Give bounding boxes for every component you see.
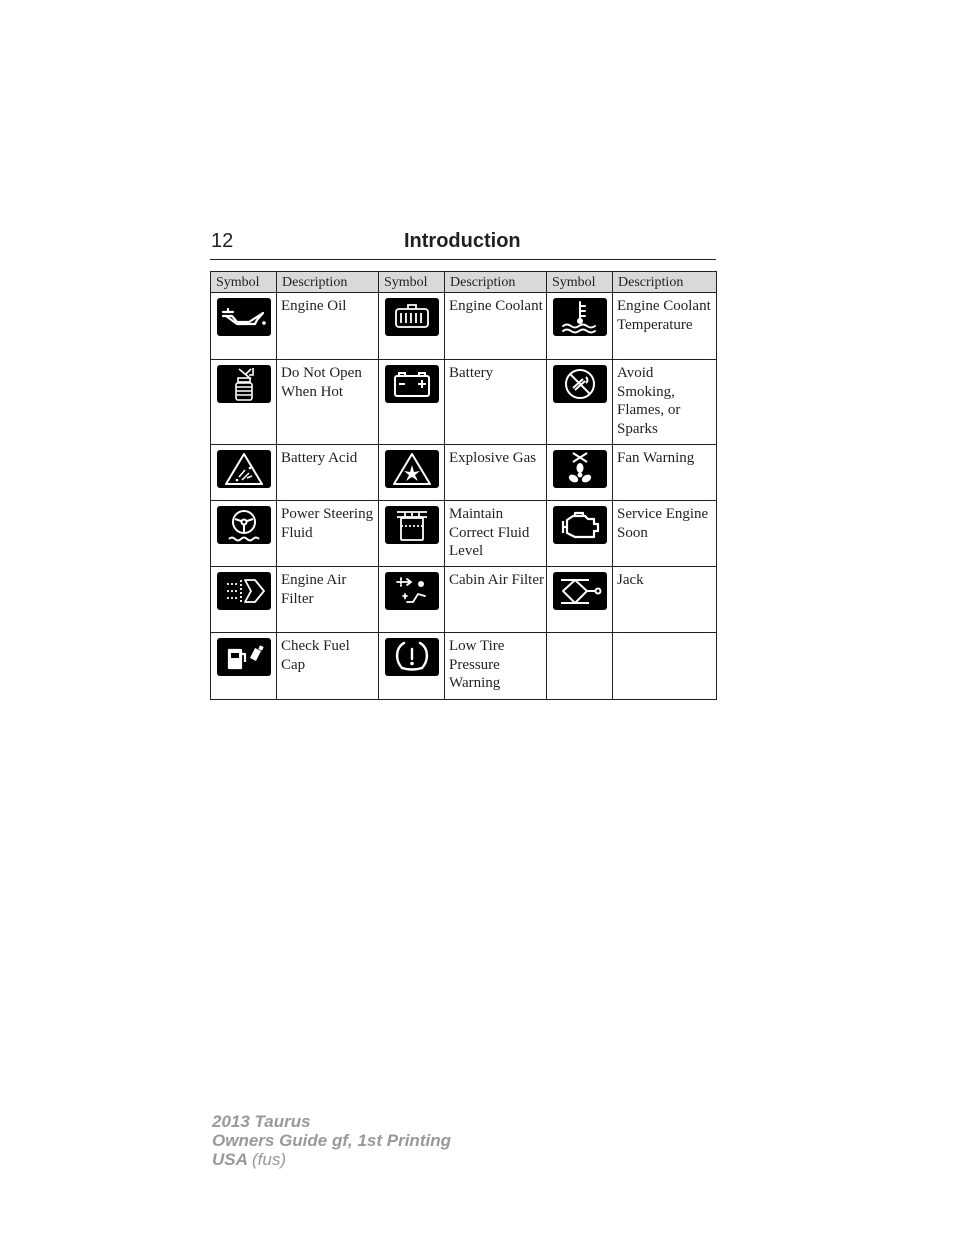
table-header-row	[211, 272, 717, 293]
table-row	[211, 633, 717, 700]
low-tire-pressure-icon	[385, 638, 439, 676]
power-steering-fluid-icon	[217, 506, 271, 544]
page-title: Introduction	[404, 230, 521, 252]
engine-air-filter-icon	[217, 572, 271, 610]
battery-acid-icon	[217, 450, 271, 488]
description-cell: Jack	[613, 567, 717, 633]
description-cell: Maintain Correct Fluid Level	[445, 501, 547, 567]
no-smoking-flames-icon	[553, 365, 607, 403]
battery-icon	[385, 365, 439, 403]
header-rule	[210, 259, 716, 260]
description-cell: Engine Coolant	[445, 293, 547, 360]
footer-region: USA	[212, 1150, 248, 1169]
page-number: 12	[211, 230, 234, 252]
column-header: Symbol	[547, 272, 613, 293]
cabin-air-filter-icon	[385, 572, 439, 610]
description-cell: Service Engine Soon	[613, 501, 717, 567]
column-header: Symbol	[211, 272, 277, 293]
coolant-temperature-icon	[553, 298, 607, 336]
check-fuel-cap-icon	[217, 638, 271, 676]
engine-coolant-icon	[385, 298, 439, 336]
column-header: Description	[277, 272, 379, 293]
symbols-table	[210, 271, 717, 700]
description-cell: Cabin Air Filter	[445, 567, 547, 633]
empty-cell	[613, 633, 717, 700]
footer-line: 2013 Taurus	[212, 1112, 311, 1131]
table-row	[211, 293, 717, 360]
description-cell: Power Steering Fluid	[277, 501, 379, 567]
footer-line: Owners Guide gf, 1st Printing	[212, 1131, 451, 1150]
description-cell: Check Fuel Cap	[277, 633, 379, 700]
description-cell: Engine Coolant Temperature	[613, 293, 717, 360]
column-header: Description	[613, 272, 717, 293]
do-not-open-hot-icon	[217, 365, 271, 403]
table-row	[211, 445, 717, 501]
footer-region-code: (fus)	[252, 1150, 286, 1169]
engine-oil-icon	[217, 298, 271, 336]
fluid-level-icon	[385, 506, 439, 544]
column-header: Symbol	[379, 272, 445, 293]
description-cell: Avoid Smoking, Flames, or Sparks	[613, 360, 717, 445]
table-row	[211, 360, 717, 445]
footer	[212, 1112, 451, 1169]
explosive-gas-icon	[385, 450, 439, 488]
description-cell: Engine Oil	[277, 293, 379, 360]
description-cell: Fan Warning	[613, 445, 717, 501]
description-cell: Explosive Gas	[445, 445, 547, 501]
footer-line	[212, 1150, 451, 1169]
table-row	[211, 567, 717, 633]
description-cell: Do Not Open When Hot	[277, 360, 379, 445]
description-cell: Low Tire Pressure Warning	[445, 633, 547, 700]
service-engine-icon	[553, 506, 607, 544]
empty-cell	[547, 633, 613, 700]
jack-icon	[553, 572, 607, 610]
table-row	[211, 501, 717, 567]
column-header: Description	[445, 272, 547, 293]
description-cell: Engine Air Filter	[277, 567, 379, 633]
fan-warning-icon	[553, 450, 607, 488]
description-cell: Battery Acid	[277, 445, 379, 501]
description-cell: Battery	[445, 360, 547, 445]
